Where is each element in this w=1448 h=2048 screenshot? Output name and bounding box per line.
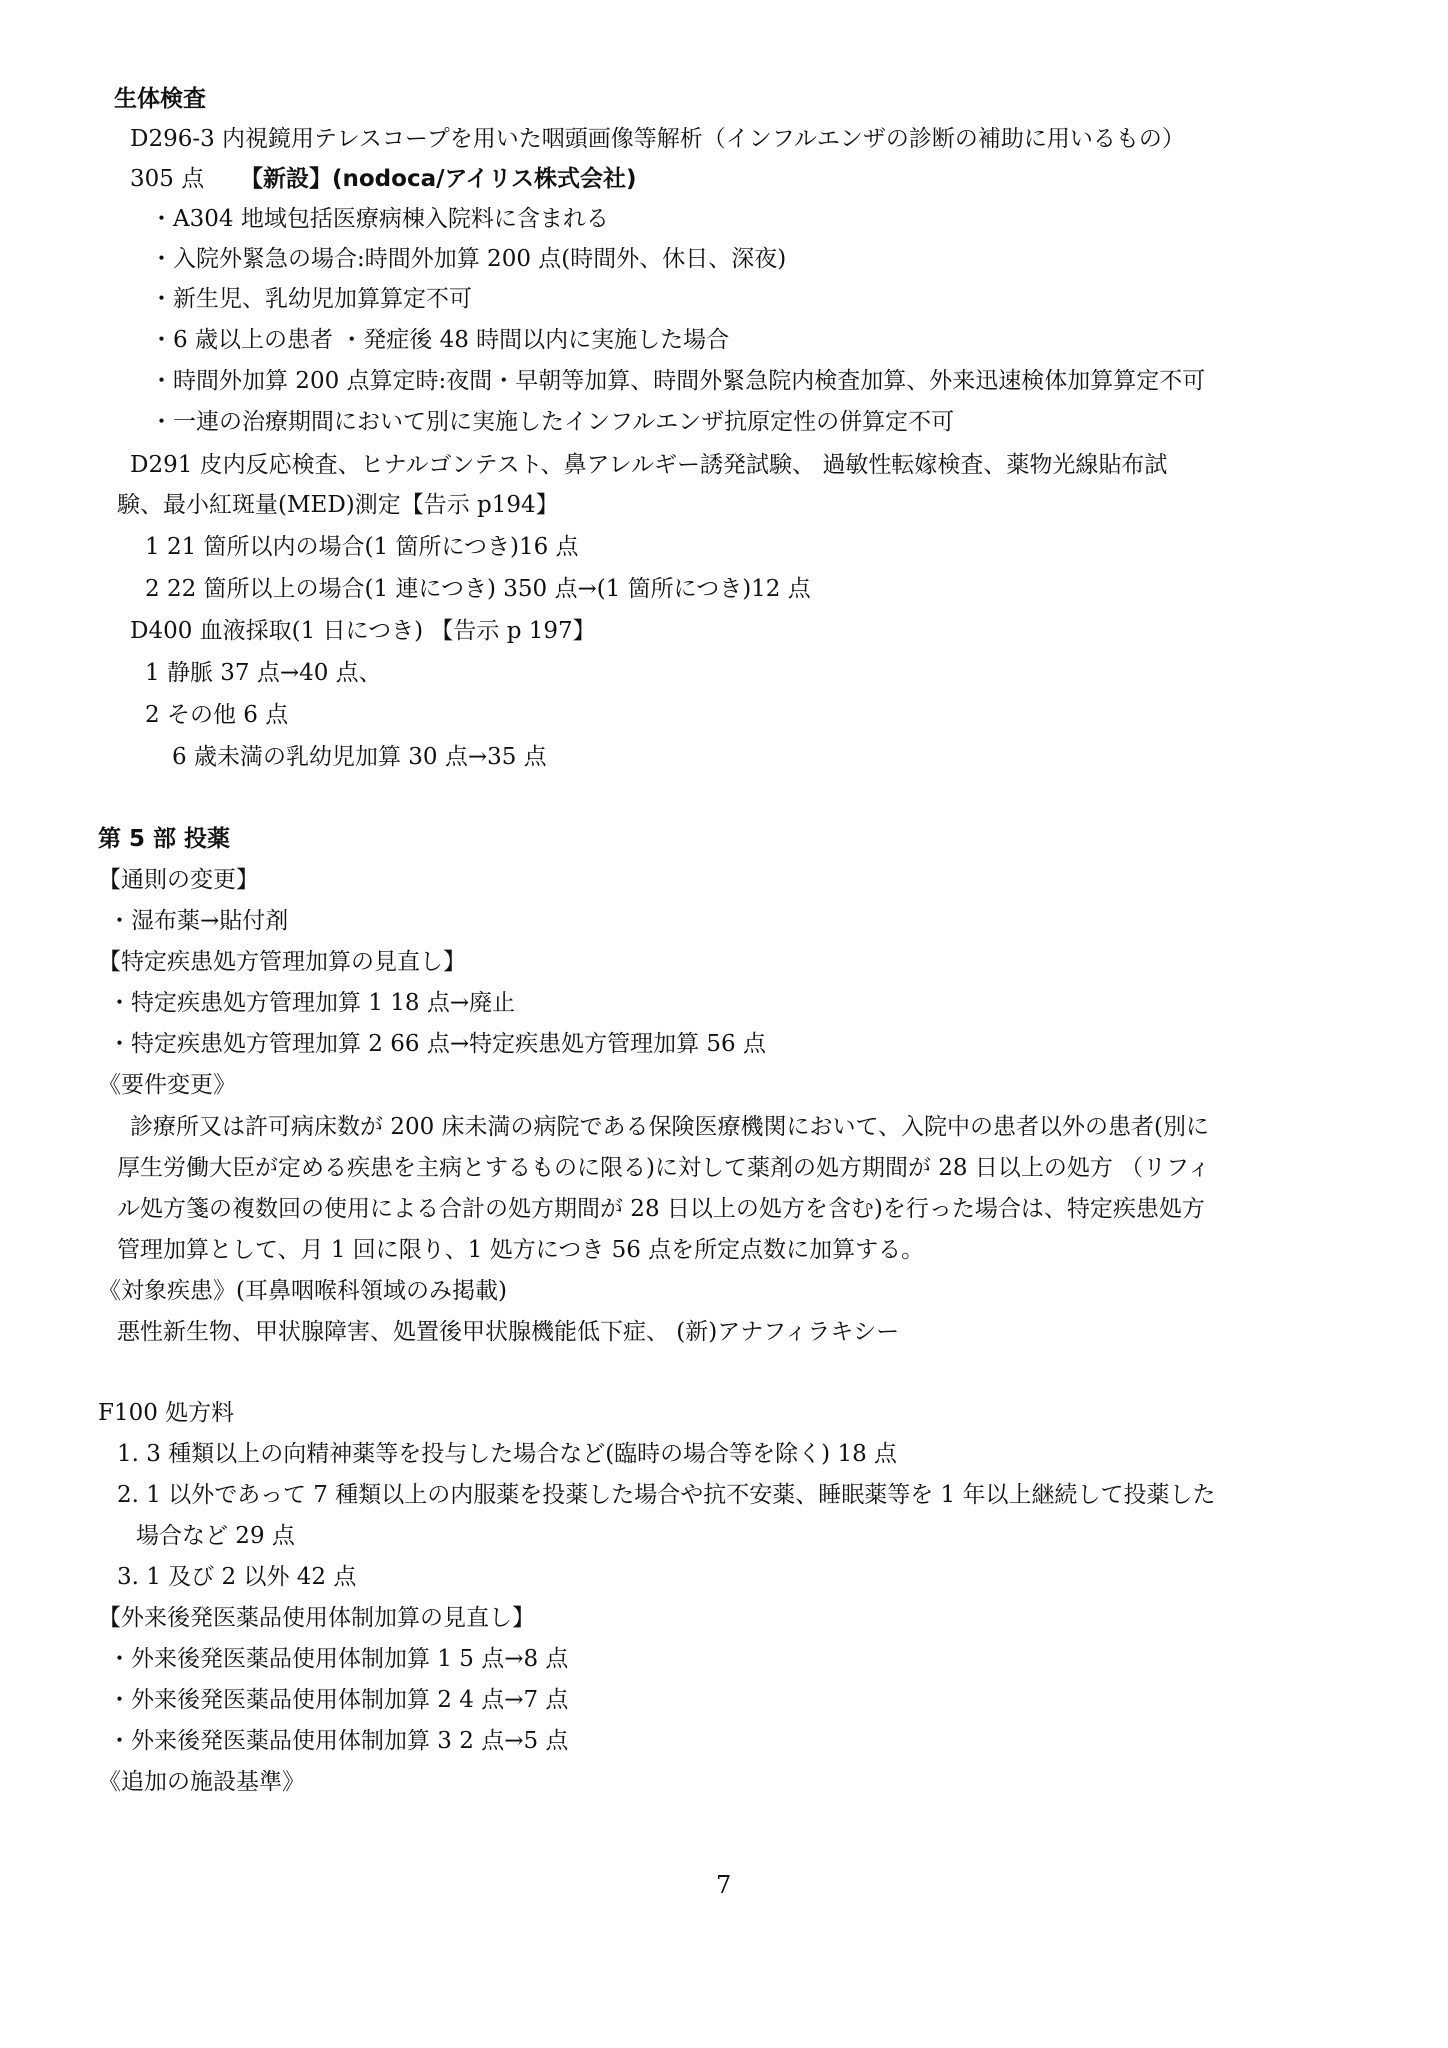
paragraph-line: 管理加算として、月 1 回に限り、1 処方につき 56 点を所定点数に加算する。 (117, 1237, 925, 1263)
paragraph-line: 厚生労働大臣が定める疾患を主病とするものに限る)に対して薬剤の処方期間が 28 日以上の処方 （リフィ (117, 1155, 1211, 1181)
paragraph-line: 診療所又は許可病床数が 200 床未満の病院である保険医療機関において、入院中の患者以外の患者(別に (130, 1114, 1210, 1140)
generic-review-heading: 【外来後発医薬品使用体制加算の見直し】 (98, 1605, 535, 1631)
requirement-change-heading: 《要件変更》 (98, 1072, 236, 1098)
additional-criteria-heading: 《追加の施設基準》 (98, 1769, 305, 1795)
list-item: 1. 3 種類以上の向精神薬等を投与した場合など(臨時の場合等を除く) 18 点 (117, 1441, 898, 1467)
list-item: ・湿布薬→貼付剤 (108, 908, 289, 934)
list-item: ・時間外加算 200 点算定時:夜間・早朝等加算、時間外緊急院内検査加算、外来迅速検体加算算定不可 (150, 368, 1206, 394)
list-item: 2 その他 6 点 (145, 702, 289, 728)
list-item-continuation: 場合など 29 点 (136, 1523, 295, 1549)
list-item: ・一連の治療期間において別に実施したインフルエンザ抗原定性の併算定不可 (150, 409, 955, 435)
list-item: ・外来後発医薬品使用体制加算 3 2 点→5 点 (108, 1728, 569, 1754)
d2963-points: 305 点 (130, 166, 205, 192)
list-item: ・特定疾患処方管理加算 2 66 点→特定疾患処方管理加算 56 点 (108, 1031, 766, 1057)
section-heading-biopsy: 生体検査 (114, 86, 206, 112)
page-number: 7 (716, 1871, 732, 1899)
d400-title: D400 血液採取(1 日につき) 【告示 p 197】 (130, 618, 596, 644)
list-item: 2 22 箇所以上の場合(1 連につき) 350 点→(1 箇所につき)12 点 (145, 576, 811, 602)
target-disease-heading: 《対象疾患》(耳鼻咽喉科領域のみ掲載) (98, 1278, 507, 1304)
list-item: ・新生児、乳幼児加算算定不可 (150, 286, 472, 312)
list-item: 3. 1 及び 2 以外 42 点 (117, 1564, 357, 1590)
list-item: ・A304 地域包括医療病棟入院料に含まれる (150, 206, 609, 232)
disease-review-heading: 【特定疾患処方管理加算の見直し】 (98, 949, 466, 975)
list-item: ・6 歳以上の患者 ・発症後 48 時間以内に実施した場合 (150, 327, 730, 353)
d291-title-line2: 験、最小紅斑量(MED)測定【告示 p194】 (117, 492, 559, 518)
target-disease-list: 悪性新生物、甲状腺障害、処置後甲状腺機能低下症、 (新)アナフィラキシー (117, 1319, 900, 1345)
general-change-heading: 【通則の変更】 (98, 867, 259, 893)
d400-sub: 6 歳未満の乳幼児加算 30 点→35 点 (172, 744, 547, 770)
paragraph-line: ル処方箋の複数回の使用による合計の処方期間が 28 日以上の処方を含む)を行った場合は、特定疾患処方 (117, 1196, 1205, 1222)
list-item: ・特定疾患処方管理加算 1 18 点→廃止 (108, 990, 516, 1016)
list-item: 1 静脈 37 点→40 点、 (145, 660, 382, 686)
section-heading-medication: 第 5 部 投薬 (98, 826, 231, 852)
list-item: 1 21 箇所以内の場合(1 箇所につき)16 点 (145, 534, 579, 560)
list-item: ・外来後発医薬品使用体制加算 2 4 点→7 点 (108, 1687, 569, 1713)
f100-title: F100 処方料 (98, 1400, 235, 1426)
list-item: 2. 1 以外であって 7 種類以上の内服薬を投薬した場合や抗不安薬、睡眠薬等を 1 年以上継続して投薬した (117, 1482, 1216, 1508)
list-item: ・入院外緊急の場合:時間外加算 200 点(時間外、休日、深夜) (150, 246, 787, 272)
list-item: ・外来後発医薬品使用体制加算 1 5 点→8 点 (108, 1646, 569, 1672)
d2963-new-note: 【新設】(nodoca/アイリス株式会社) (240, 166, 637, 192)
d291-title-line1: D291 皮内反応検査、ヒナルゴンテスト、鼻アレルギー誘発試験、 過敏性転嫁検査、薬物光線貼布試 (130, 452, 1168, 478)
d2963-title: D296-3 内視鏡用テレスコープを用いた咽頭画像等解析（インフルエンザの診断の補助に用いるもの） (130, 126, 1185, 152)
